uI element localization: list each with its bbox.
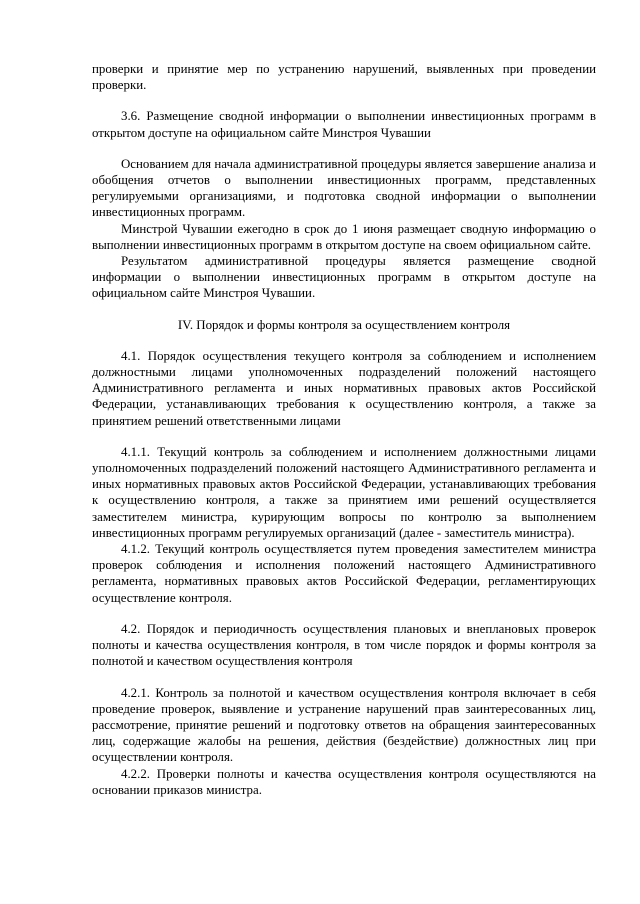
document-page [92, 61, 596, 798]
paragraph-deadline: Минстрой Чувашии ежегодно в срок до 1 июня размещает сводную информацию о выполнении инвестиционных программ в открытом доступе на своем официальном сайте. [92, 221, 596, 252]
paragraph-4-1: 4.1. Порядок осуществления текущего контроля за соблюдением и исполнением должностными лицами уполномоченных подразделений положений настоящего Административного регламента и иных нормативных правовых актов Российской Федерации, устанавливающих требования к осуществлению контроля, а также за принятием решений ответственными лицами [92, 348, 596, 428]
section-iv-title: IV. Порядок и формы контроля за осуществлением контроля [177, 317, 511, 332]
paragraph-4-2-2: 4.2.2. Проверки полноты и качества осуществления контроля осуществляются на основании приказов министра. [92, 766, 596, 797]
paragraph-3-6-heading: 3.6. Размещение сводной информации о выполнении инвестиционных программ в открытом доступе на официальном сайте Минстроя Чувашии [92, 109, 596, 140]
paragraph-result: Результатом административной процедуры является размещение сводной информации о выполнении инвестиционных программ в открытом доступе на официальном сайте Минстроя Чувашии. [92, 254, 596, 301]
paragraph-basis: Основанием для начала административной процедуры является завершение анализа и обобщения отчетов о выполнении инвестиционных программ, представленных регулируемыми организациями, и подготовка сводной информации о выполнении инвестиционных программ. [92, 156, 596, 220]
paragraph-4-1-2: 4.1.2. Текущий контроль осуществляется путем проведения заместителем министра проверок соблюдения и исполнения положений настоящего Административного регламента, нормативных правовых актов Российской Федерации, регламентирующих осуществление контроля. [92, 542, 596, 605]
paragraph-continuation: проверки и принятие мер по устранению нарушений, выявленных при проведении проверки. [92, 62, 596, 93]
paragraph-4-2: 4.2. Порядок и периодичность осуществления плановых и внеплановых проверок полноты и качества осуществления контроля, в том числе порядок и формы контроля за полнотой и качеством осуществления контроля [92, 621, 596, 669]
paragraph-4-2-1: 4.2.1. Контроль за полнотой и качеством осуществления контроля включает в себя проведение проверок, выявление и устранение нарушений прав заинтересованных лиц, рассмотрение, принятие решений и подготовку ответов на обращения заинтересованных лиц, содержащие жалобы на решения, действия (бездействие) должностных лиц при осуществлении контроля. [92, 685, 596, 765]
paragraph-4-1-1: 4.1.1. Текущий контроль за соблюдением и исполнением должностными лицами уполномоченных подразделений положений настоящего Административного регламента и иных нормативных правовых актов Российской Федерации, устанавливающих требования к осуществлению контроля, а также за принятием ими решений осуществляется заместителем министра, курирующим вопросы по контролю за выполнением инвестиционных программ регулируемых организаций (далее - заместитель министра). [92, 444, 596, 540]
